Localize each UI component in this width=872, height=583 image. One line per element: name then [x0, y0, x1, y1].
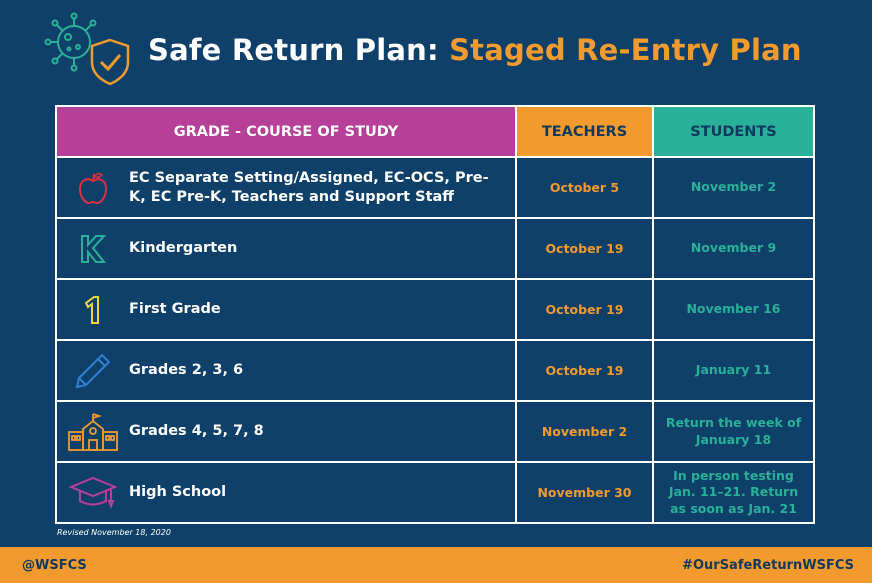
table-row	[57, 400, 813, 461]
students-date: In person testing Jan. 11–21. Return as soon as Jan. 21	[668, 468, 799, 516]
footer	[0, 547, 872, 583]
reentry-table	[55, 105, 815, 524]
teachers-cell	[515, 158, 652, 217]
grade-label: Grades 2, 3, 6	[129, 362, 244, 379]
teachers-cell	[515, 219, 652, 278]
header-students-cell	[652, 107, 813, 156]
grade-label: Kindergarten	[129, 240, 238, 257]
table-row	[57, 278, 813, 339]
teachers-date: October 19	[545, 302, 624, 317]
header-students: STUDENTS	[690, 123, 777, 140]
graduation-cap-icon	[57, 463, 129, 522]
pencil-icon	[57, 341, 129, 400]
grade-cell	[57, 341, 515, 400]
grade-cell	[57, 280, 515, 339]
teachers-date: October 19	[545, 241, 624, 256]
footer-handle: @WSFCS	[22, 557, 87, 573]
table-row	[57, 156, 813, 217]
teachers-cell	[515, 341, 652, 400]
letter-k-icon	[57, 219, 129, 278]
header-grade-cell	[57, 107, 515, 156]
students-cell	[652, 280, 813, 339]
teachers-date: November 30	[537, 485, 632, 500]
students-cell	[652, 463, 813, 522]
title-part-1: Safe Return Plan:	[148, 33, 439, 67]
apple-icon	[57, 158, 129, 217]
teachers-date: November 2	[541, 424, 628, 439]
grade-cell	[57, 402, 515, 461]
grade-label: Grades 4, 5, 7, 8	[129, 423, 264, 440]
students-cell	[652, 219, 813, 278]
page-title	[148, 33, 802, 67]
footer-hashtag: #OurSafeReturnWSFCS	[682, 557, 854, 573]
grade-cell	[57, 158, 515, 217]
grade-cell	[57, 463, 515, 522]
virus-shield-logo-icon	[40, 10, 140, 90]
table-row	[57, 461, 813, 522]
school-building-icon	[57, 402, 129, 461]
students-date: Return the week of January 18	[665, 415, 802, 447]
teachers-cell	[515, 280, 652, 339]
grade-cell	[57, 219, 515, 278]
teachers-date: October 19	[545, 363, 624, 378]
grade-label: First Grade	[129, 301, 221, 318]
students-cell	[652, 341, 813, 400]
students-date: November 2	[690, 179, 777, 195]
teachers-cell	[515, 463, 652, 522]
number-one-icon	[57, 280, 129, 339]
header-teachers: TEACHERS	[541, 123, 628, 140]
students-date: November 9	[690, 240, 777, 256]
revised-note: Revised November 18, 2020	[57, 528, 171, 537]
teachers-cell	[515, 402, 652, 461]
grade-label: High School	[129, 484, 227, 501]
table-row	[57, 217, 813, 278]
students-date: January 11	[695, 362, 772, 378]
table-row	[57, 339, 813, 400]
students-date: November 16	[686, 301, 781, 317]
title-part-2: Staged Re-Entry Plan	[449, 33, 802, 67]
grade-label: EC Separate Setting/Assigned, EC-OCS, Pre-K, EC Pre-K, Teachers and Support Staff	[129, 170, 489, 205]
students-cell	[652, 402, 813, 461]
header-grade: GRADE - COURSE OF STUDY	[173, 123, 399, 140]
students-cell	[652, 158, 813, 217]
teachers-date: October 5	[549, 180, 620, 195]
header-teachers-cell	[515, 107, 652, 156]
header	[40, 10, 840, 90]
table-header-row	[57, 107, 813, 156]
